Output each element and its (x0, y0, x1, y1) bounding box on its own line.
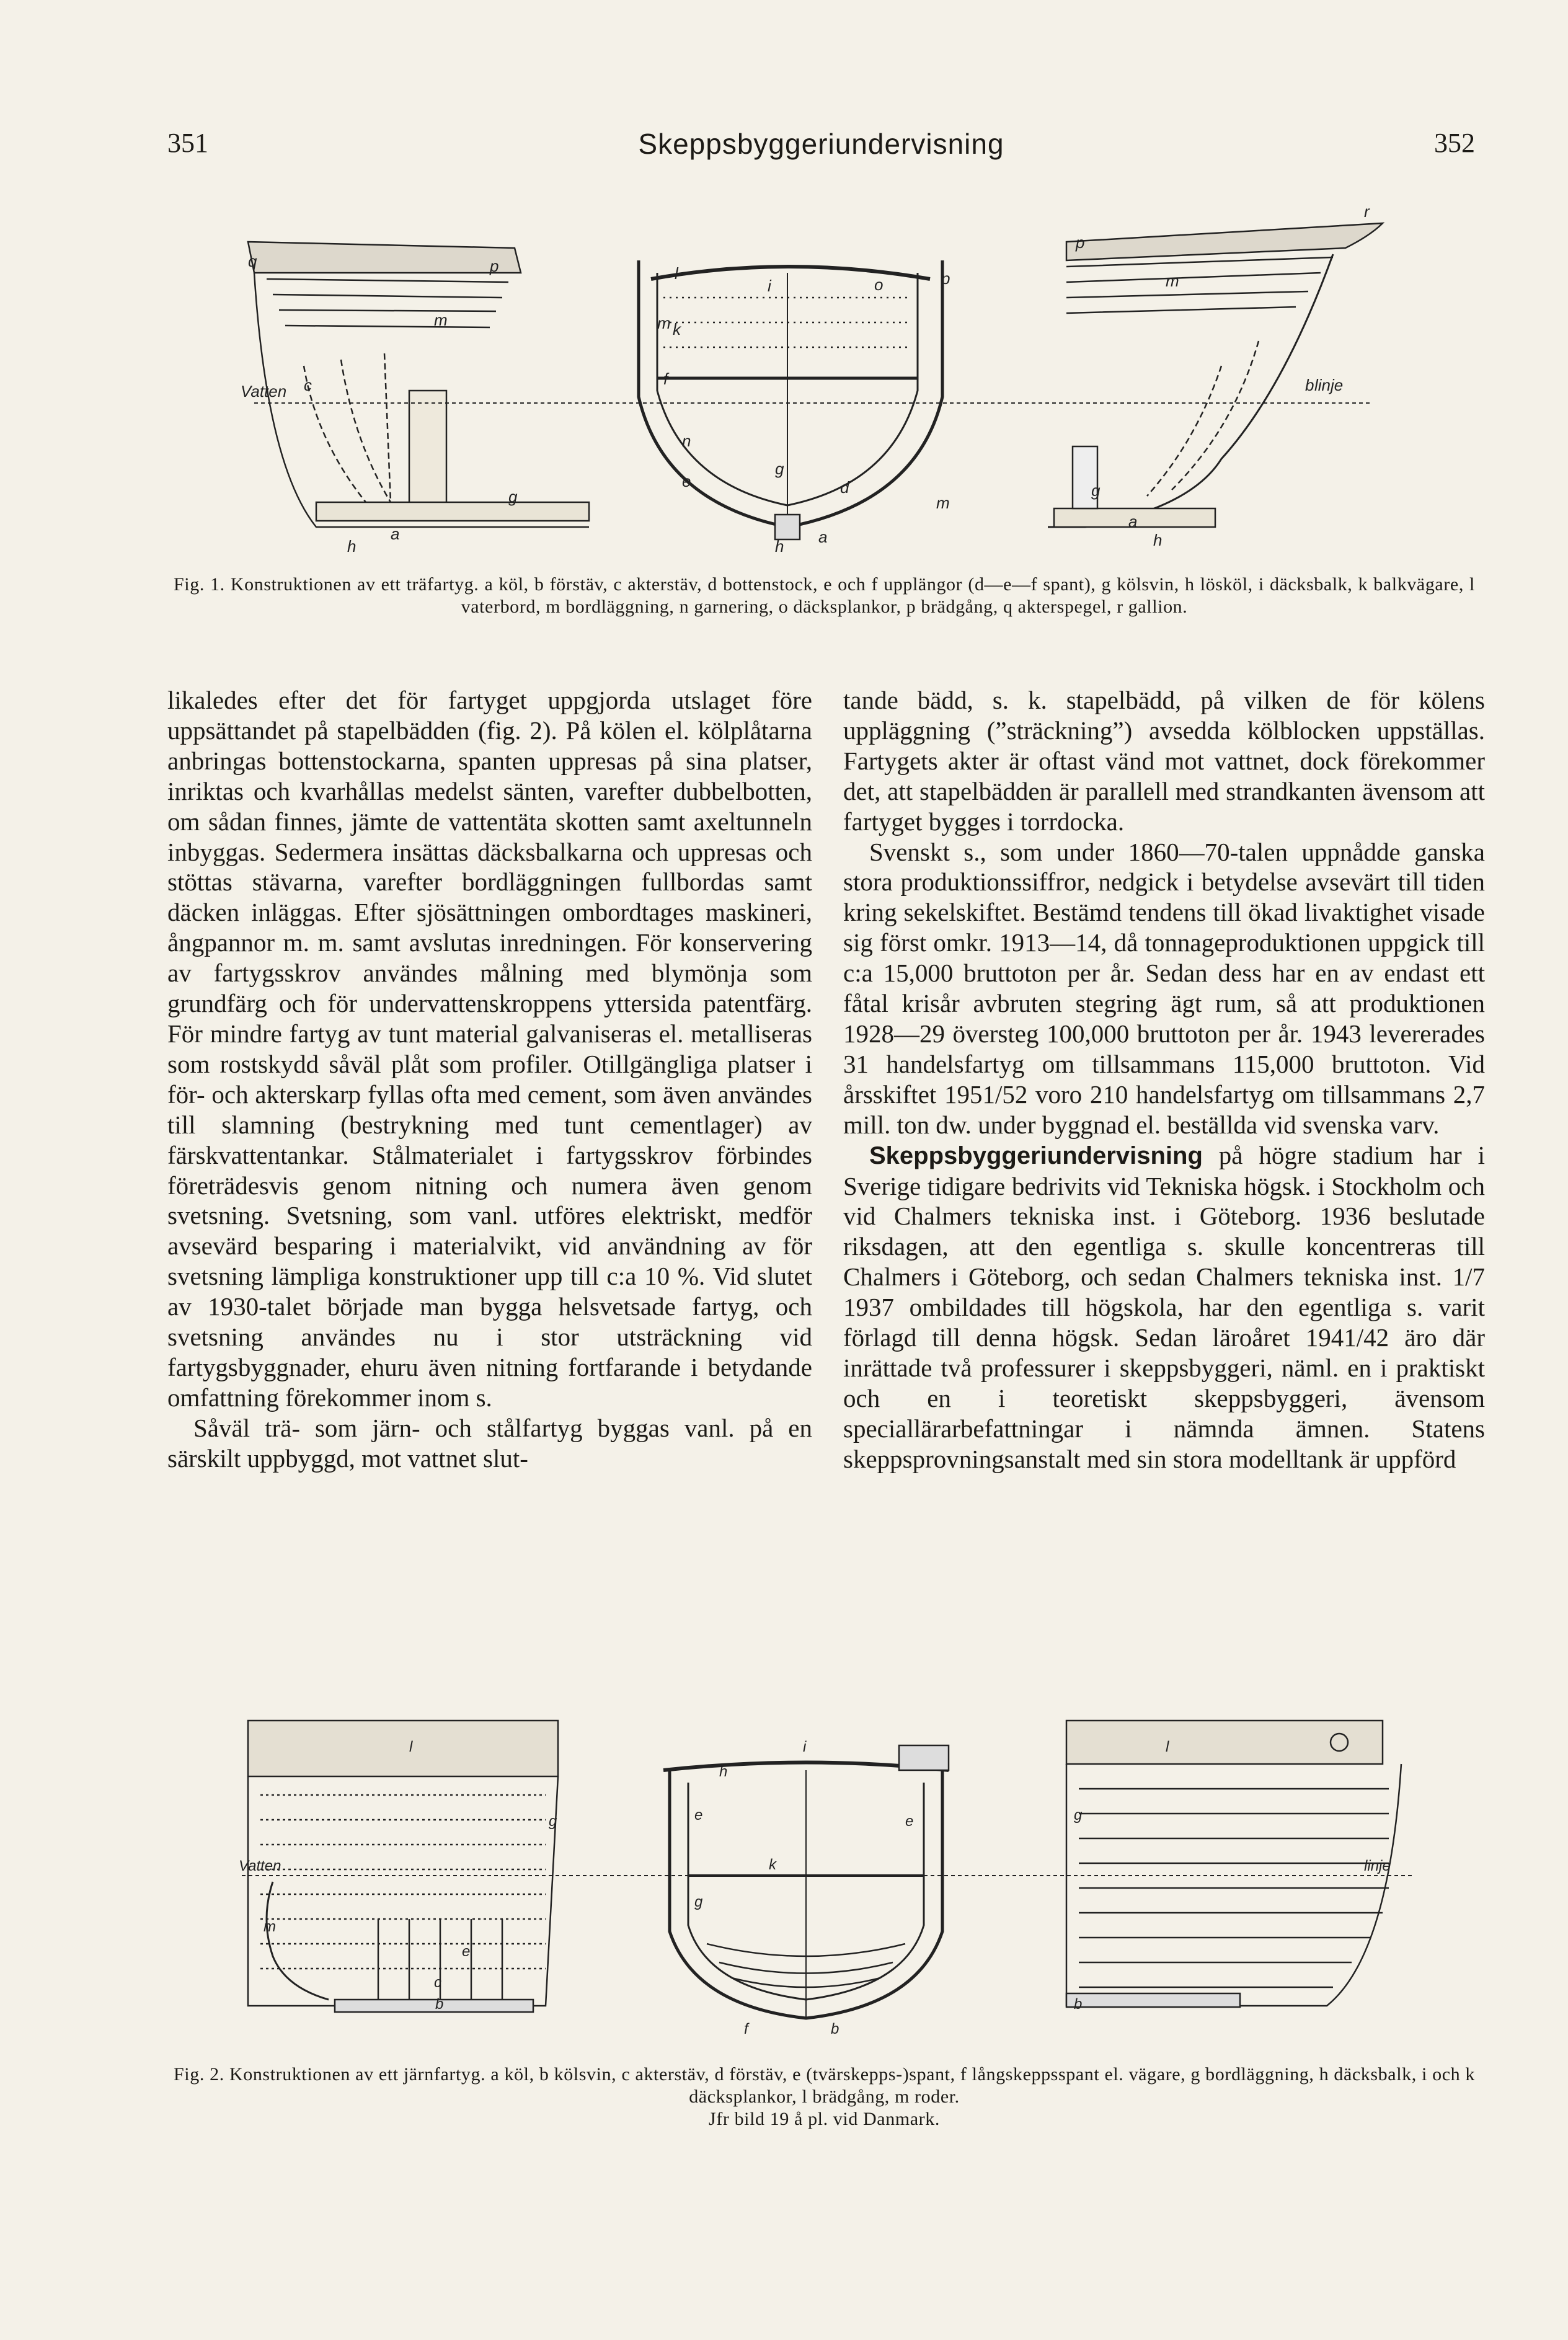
stern-post (409, 391, 446, 515)
right-paragraph-1: tande bädd, s. k. stapelbädd, på vilken de för kölens uppläggning (”sträckning”) avsedda kölblocken uppställas. Fartygets akter är oftast vänd mot vattnet, dock förekommer det, att stapelbädden är parallell med strandkanten ävensom att fartyget bygges i torrdocka. (843, 686, 1485, 836)
label2-e-stern: e (462, 1943, 471, 1960)
label2-b-stern: b (435, 1996, 444, 2013)
label2-b-mid: b (831, 2021, 839, 2037)
stern-planking (267, 279, 508, 327)
bow-frames (1147, 341, 1259, 496)
label2-h: h (719, 1763, 728, 1780)
label-vatten: Vatten (241, 382, 287, 401)
iron-ship-drawing (236, 1696, 1445, 2040)
label2-i: i (803, 1739, 807, 1755)
label-n: n (682, 432, 691, 450)
entry-headword: Skeppsbyggeriundervisning (869, 1141, 1203, 1169)
page-number-right: 352 (1434, 128, 1475, 158)
label-a-mid: a (818, 528, 828, 546)
stern-transom (248, 242, 521, 273)
figure1-caption-text: Fig. 1. Konstruktionen av ett träfartyg. a köl, b förstäv, c akterstäv, d bottenstock, e och f upplängor (d—e—f spant), g kölsvin, h lösköl, i däcksbalk, k balkvägare, l vaterbord, m bordläggning, n garnering, o däcksplankor, p brädgång, q akterspegel, r gallion. (174, 574, 1475, 617)
label-h-bow: h (1153, 531, 1163, 549)
label2-g-mid: g (694, 1894, 703, 1910)
right-paragraph-2: Svenskt s., som under 1860—70-talen uppnådde ganska stora produktionssiffror, nedgick i betydelse avsevärt till tiden kring sekelskiftet. Bestämd tendens till ökad livaktighet visade sig först omkr. 1913—14, då tonnageproduktionen uppgick till c:a 15,000 bruttoton per år. Sedan dess har en av endast ett fåtal krisår avbruten stegring ägt rum, så att produktionen 1928—29 översteg 100,000 bruttoton per år. 1943 levererades 31 handelsfartyg om tillsammans 115,000 bruttoton. Vid årsskiftet 1951/52 voro 210 handelsfartyg om tillsammans 2,7 mill. ton dw. under byggnad el. beställda vid svenska varv. (843, 837, 1485, 1139)
label-m-stern: m (434, 311, 448, 329)
stern-keel (335, 2000, 533, 2012)
label2-g-bow: g (1074, 1807, 1083, 1824)
stern-frames (378, 1919, 502, 2006)
label-g-stern: g (508, 487, 518, 506)
running-header (167, 127, 1475, 164)
bow-hull (1066, 1764, 1401, 2006)
label-q: q (248, 252, 257, 270)
label2-e-mid2: e (905, 1813, 914, 1830)
figure1-caption (174, 574, 1475, 618)
label2-l-stern: l (409, 1739, 413, 1755)
label-b: b (1305, 376, 1314, 394)
label-h-mid: h (775, 537, 784, 556)
stern-bulwark (248, 1721, 558, 1776)
bow-keel (1066, 1993, 1240, 2007)
label-r: r (1364, 202, 1370, 221)
label-o: o (874, 275, 884, 294)
label2-k: k (769, 1856, 776, 1873)
bow-rail (1066, 223, 1383, 260)
label-m-mid2: m (936, 494, 950, 512)
left-paragraph-2: Såväl trä- som järn- och stålfartyg byggas vanl. på en särskilt uppbyggd, mot vattnet slut- (167, 1413, 812, 1473)
label-a-stern: a (391, 525, 400, 543)
label-a-bow: a (1128, 512, 1138, 531)
deck-beam-upper (651, 267, 930, 279)
label-p-bow: p (1076, 233, 1085, 252)
right-paragraph-3 (843, 1140, 1485, 1474)
label-h-stern: h (347, 537, 357, 556)
page-number-left: 351 (167, 128, 208, 158)
label-f: f (663, 370, 668, 388)
label-c: c (304, 376, 312, 394)
figure-iron-ship (236, 1696, 1445, 2040)
label-k: k (673, 320, 681, 339)
label-p-mid: p (941, 269, 950, 288)
entry-text: på högre stadium har i Sverige tidigare bedrivits vid Tekniska högsk. i Stockholm och vid Chalmers tekniska inst. i Göteborg. 1936 beslutade riksdagen, att den egentliga s. skulle koncentreras till Chalmers i Göteborg, och sedan Chalmers tekniska inst. 1/7 1937 ombildades till högskola, har den egentliga s. varit förlagd till denna högsk. Sedan läroåret 1941/42 äro där inrättade två professurer i skeppsbyggeri, näml. en i praktiskt och en i teoretiskt skeppsbyggeri, ävensom speciallärarbefattningar i nämnda ämnen. Statens skeppsprovningsanstalt med sin stora modelltank är uppförd (843, 1140, 1485, 1473)
label2-linje: linje (1364, 1858, 1391, 1874)
label-g-mid: g (775, 459, 784, 478)
bow-plating (1079, 1789, 1389, 1987)
figure2-caption-ref: Jfr bild 19 å pl. vid Danmark. (709, 2109, 940, 2129)
mid-keel (775, 515, 800, 539)
label-linje: linje (1314, 376, 1344, 394)
label2-m: m (264, 1918, 276, 1935)
wooden-ship-drawing (229, 180, 1438, 558)
label2-f: f (744, 2021, 748, 2037)
figure-wooden-ship (229, 180, 1438, 558)
stern-frames (304, 353, 391, 502)
text-column-right (843, 685, 1485, 1474)
label2-vatten: Vatten (239, 1858, 281, 1874)
label-p-stern: p (490, 257, 499, 275)
label2-c: c (434, 1974, 441, 1991)
label-l: l (675, 264, 678, 283)
label2-g-stern: g (549, 1813, 557, 1830)
iron-hatch (899, 1745, 949, 1770)
label-g-bow: g (1091, 481, 1101, 500)
rudder (267, 1882, 329, 2000)
bow-bulwark (1066, 1721, 1383, 1764)
figure2-caption (174, 2063, 1475, 2130)
label-m-mid: m (657, 314, 671, 332)
stern-keel (316, 502, 589, 521)
running-title: Skeppsbyggeriundervisning (638, 128, 1004, 160)
left-paragraph-1: likaledes efter det för fartyget uppgjorda utslaget före uppsättandet på stapelbädden (fig. 2). På kölen el. kölplåtarna anbringas bottenstockarna, spanten uppresas på sina platser, inriktas och kvarhållas medelst sänten, varefter dubbelbotten, om sådan finnes, jämte de vattentäta skotten samt axeltunneln inbyggas. Sedermera insättas däcksbalkarna och uppresas och stöttas stävarna, varefter bordläggningen fullbordas samt däcken inläggas. Efter sjösättningen ombordtages maskineri, ångpannor m. m. samt avslutas inredningen. För konservering av fartygsskrov användes målning med blymönja som grundfärg och för undervattenskroppens yttersida patentfärg. För mindre fartyg av tunt material galvaniseras el. metalliseras som rostskydd såväl plåt som profiler. Otillgängliga platser i för- och akterskarp fyllas ofta med cement, som även användes till slamning (bestrykning med tunt cementlager) av färskvattentankar. Stålmaterialet i fartygsskrov förbindes företrädesvis genom nitning och numera även genom svetsning. Svetsning, som vanl. utföres elektriskt, medför avsevärd besparing i materialvikt, vid användning av för svetsning lämpliga konstruktioner upp till c:a 10 %. Vid slutet av 1930-talet började man bygga helsvetsade fartyg, och svetsning användes nu i stor utsträckning vid fartygsbyggnader, ehuru även nitning fortfarande i betydande omfattning förekommer inom s. (167, 686, 812, 1412)
label-e: e (682, 472, 691, 490)
text-column-left (167, 685, 812, 1474)
label2-l-bow: l (1166, 1739, 1169, 1755)
label2-b-bow: b (1074, 1996, 1083, 2013)
label2-e-mid: e (694, 1807, 703, 1824)
label-i: i (768, 277, 771, 295)
label-d: d (840, 478, 849, 497)
bow-planking (1066, 257, 1333, 313)
figure2-caption-text: Fig. 2. Konstruktionen av ett järnfartyg. a köl, b kölsvin, c akterstäv, d förstäv, e (tvärskepps-)spant, f långskeppsspant el. vägare, g bordläggning, h däcksbalk, i och k däcksplankor, l brädgång, m roder. (174, 2064, 1475, 2107)
stern-hull (248, 1776, 558, 2006)
label-m-bow: m (1166, 272, 1179, 290)
